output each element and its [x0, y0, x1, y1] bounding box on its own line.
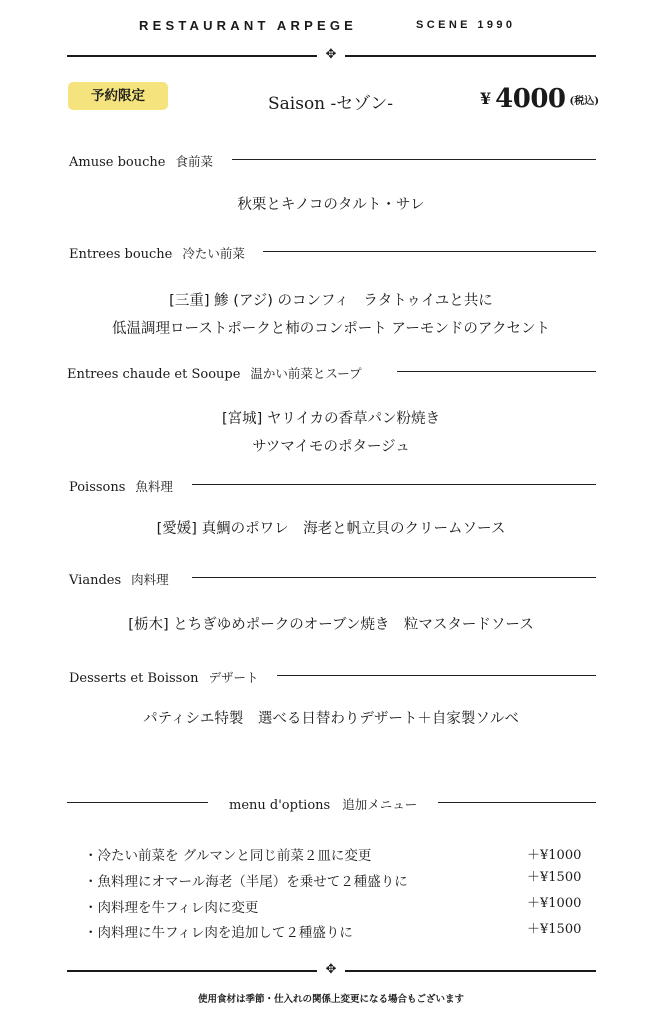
option-price: ＋¥1000 [527, 896, 582, 911]
option-item: ・肉料理を牛フィレ肉に変更 [84, 900, 259, 916]
option-price: ＋¥1000 [527, 848, 582, 863]
section-divider [192, 577, 596, 578]
ingredients-note: 使用食材は季節・仕入れの関係上変更になる場合もございます [197, 994, 464, 1005]
dish-item: サツマイモのポタージュ [252, 439, 410, 455]
options-title-jp: 追加メニュー [342, 797, 418, 812]
dish-item: 秋栗とキノコのタルト・サレ [237, 197, 425, 213]
options-heading [229, 795, 417, 813]
option-item: ・魚料理にオマール海老（半尾）を乗せて２種盛りに [84, 874, 408, 890]
tax-note: (税込) [569, 96, 599, 107]
section-heading [67, 364, 362, 382]
section-label-fr: Viandes [69, 573, 122, 588]
dish-item: [宮城] ヤリイカの香草パン粉焼き [221, 411, 441, 427]
course-price [480, 84, 599, 114]
section-heading [69, 152, 213, 170]
currency-symbol: ¥ [480, 89, 492, 108]
section-label-fr: Poissons [69, 480, 126, 495]
section-label-jp: 食前菜 [175, 154, 213, 169]
dish-item: 低温調理ローストポークと柿のコンポート アーモンドのアクセント [111, 321, 550, 337]
restaurant-name: RESTAURANT ARPEGE [139, 18, 358, 33]
section-heading [69, 668, 259, 686]
section-heading [69, 570, 169, 588]
option-price: ＋¥1500 [527, 922, 582, 937]
section-label-fr: Desserts et Boisson [69, 671, 199, 686]
option-item: ・肉料理に牛フィレ肉を追加して２種盛りに [84, 925, 353, 941]
dish-item: パティシエ特製 選べる日替わりデザート＋自家製ソルベ [143, 711, 519, 727]
options-divider-left [67, 802, 208, 803]
fleuron-icon: ✥ [317, 47, 345, 63]
dish-item: [栃木] とちぎゆめポークのオーブン焼き 粒マスタードソース [128, 617, 534, 633]
section-label-jp: デザート [208, 670, 259, 685]
price-amount: 4000 [495, 84, 566, 114]
reservation-only-badge: 予約限定 [68, 82, 168, 110]
option-price: ＋¥1500 [527, 870, 582, 885]
section-divider [263, 251, 596, 252]
dish-item: [愛媛] 真鯛のポワレ 海老と帆立貝のクリームソース [156, 521, 506, 537]
section-heading [69, 477, 173, 495]
options-title-fr: menu d'options [229, 798, 331, 813]
section-label-jp: 魚料理 [135, 479, 173, 494]
section-label-fr: Entrees chaude et Sooupe [67, 367, 241, 382]
section-divider [192, 484, 596, 485]
section-label-jp: 温かい前菜とスープ [250, 366, 362, 381]
section-label-fr: Amuse bouche [69, 155, 166, 170]
fleuron-icon: ✥ [317, 962, 345, 978]
section-label-jp: 肉料理 [131, 572, 169, 587]
section-label-jp: 冷たい前菜 [182, 246, 245, 261]
dish-item: [三重] 鯵 (アジ) のコンフィ ラタトゥイユと共に [169, 293, 493, 309]
section-divider [397, 371, 596, 372]
section-divider [232, 159, 596, 160]
course-title: Saison -セゾン- [268, 94, 394, 114]
section-heading [69, 244, 245, 262]
section-label-fr: Entrees bouche [69, 247, 173, 262]
scene-label: SCENE 1990 [416, 19, 516, 31]
options-divider-right [438, 802, 596, 803]
option-item: ・冷たい前菜を グルマンと同じ前菜２皿に変更 [84, 848, 372, 864]
section-divider [277, 675, 596, 676]
